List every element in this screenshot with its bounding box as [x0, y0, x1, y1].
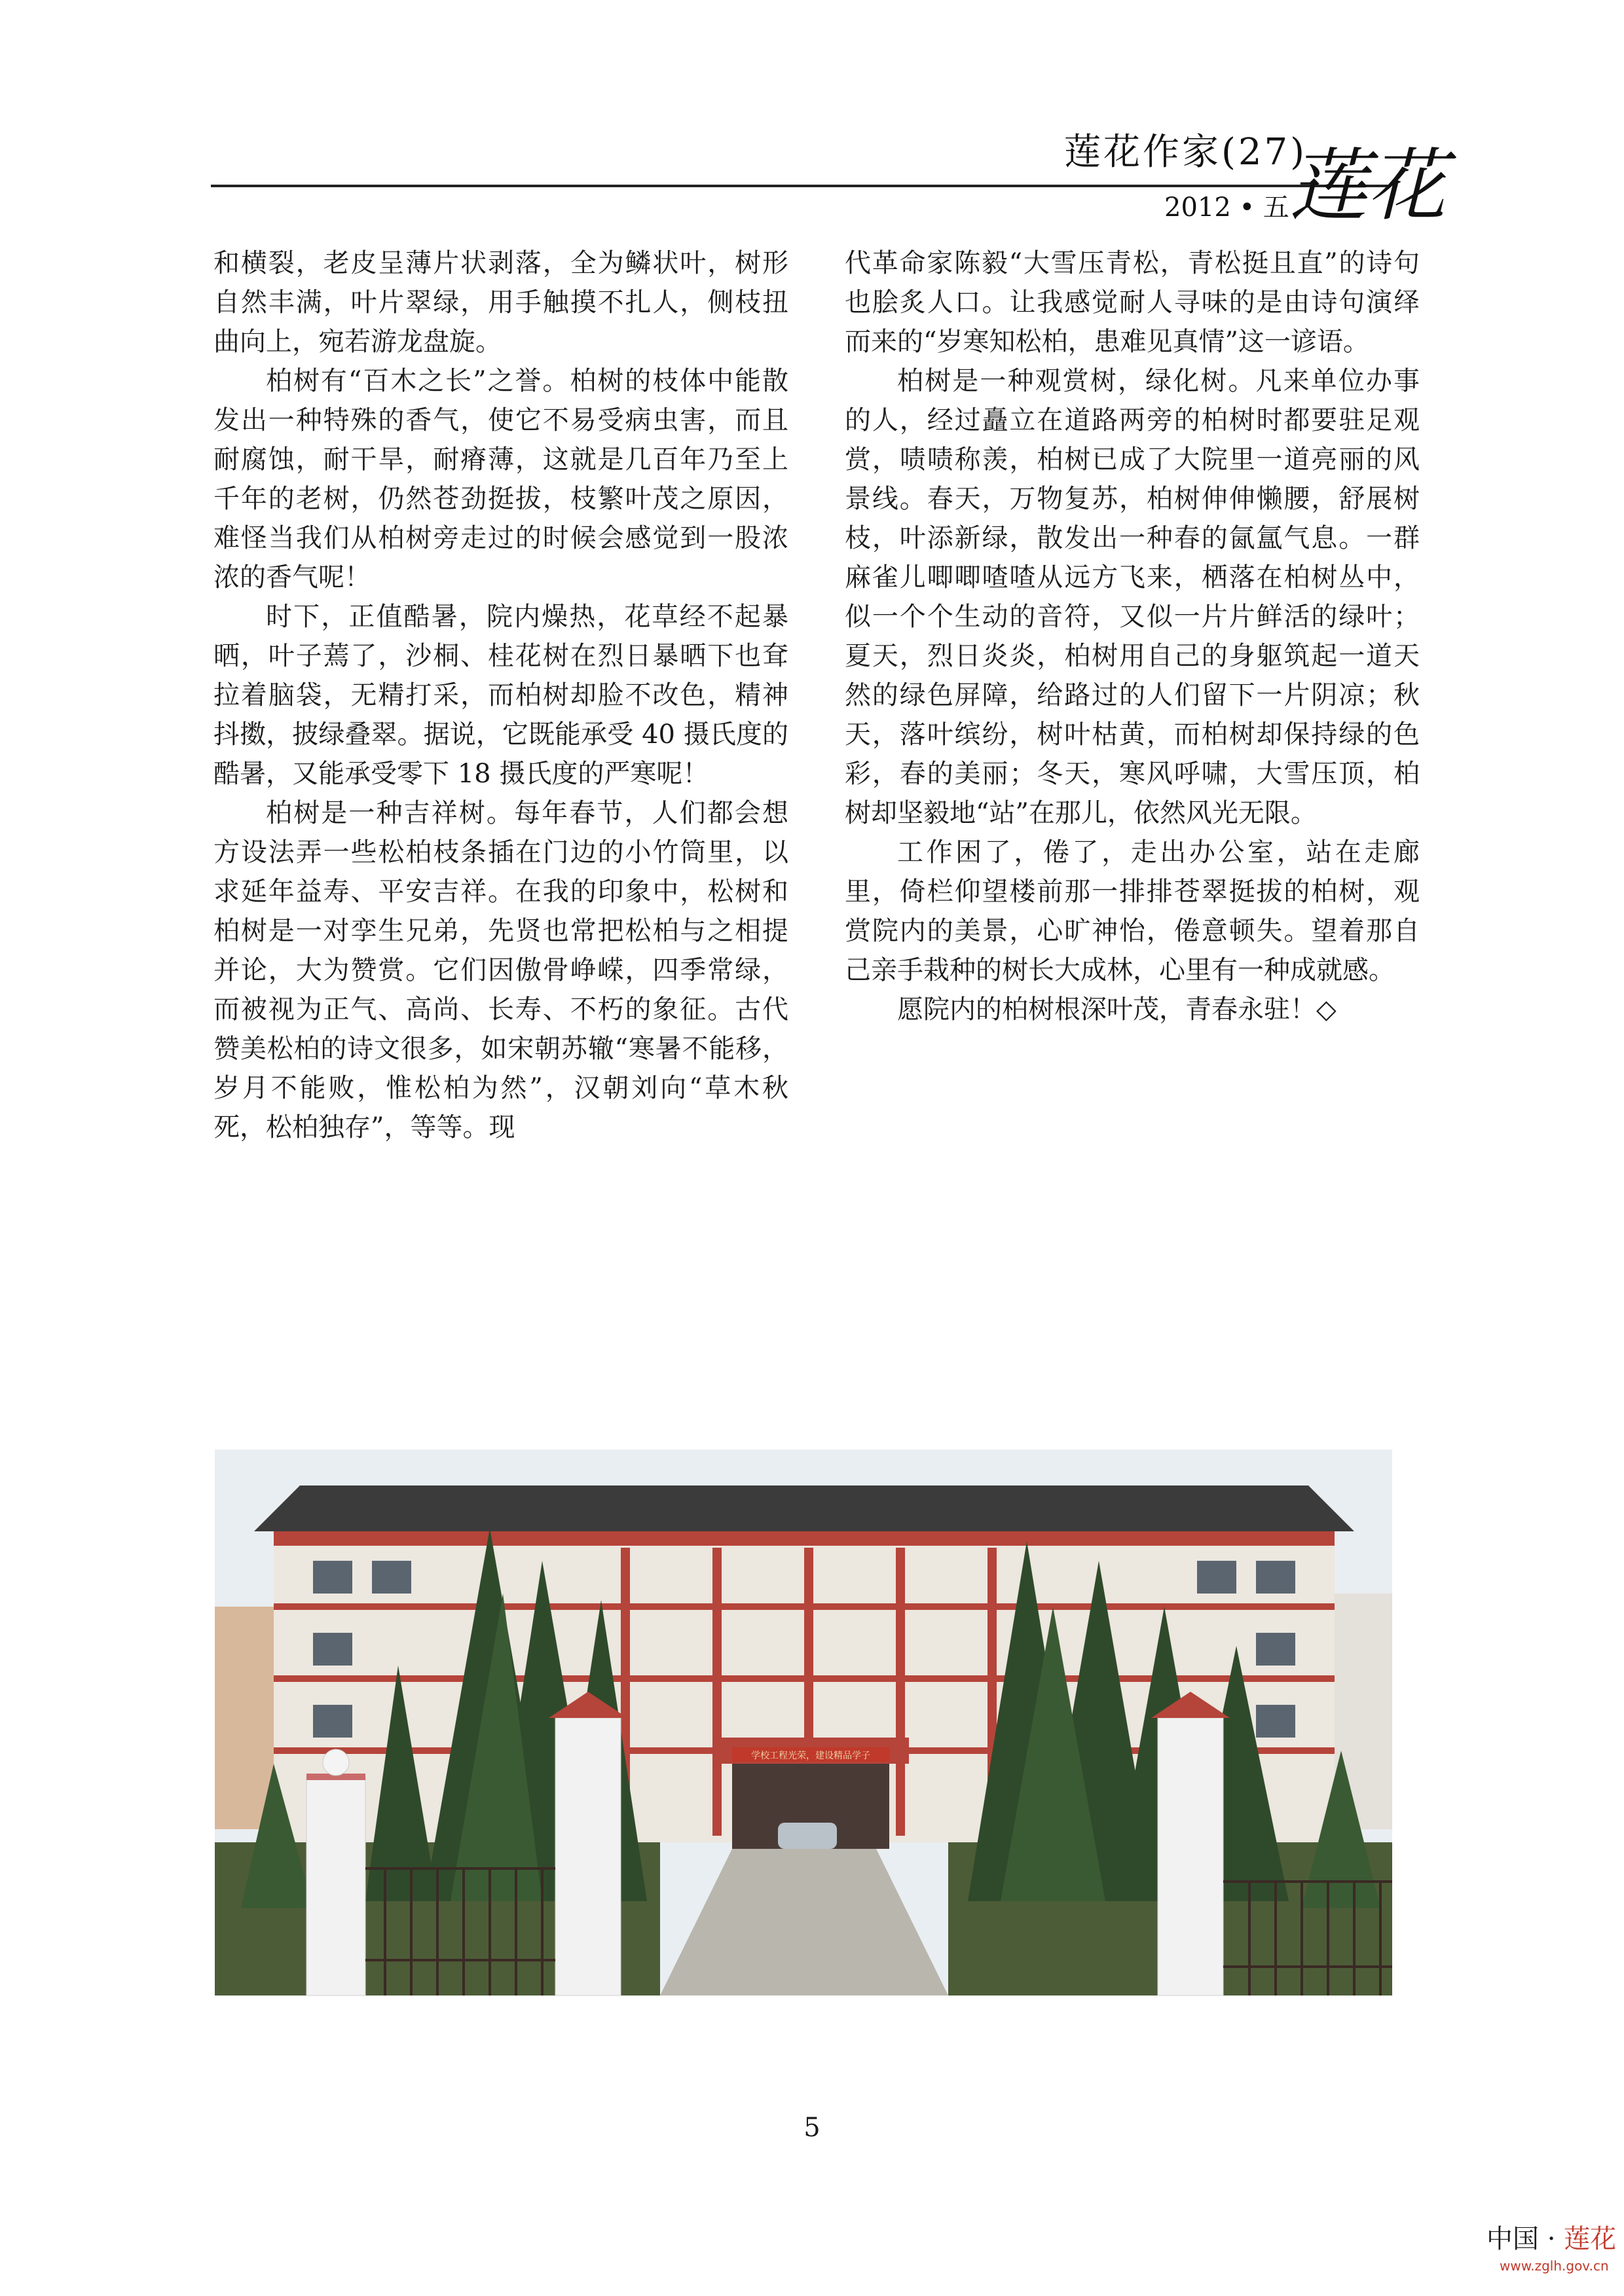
magazine-series-title: 莲花作家(27): [1064, 131, 1307, 173]
watermark-brand-prefix: 中国 ·: [1486, 2224, 1564, 2254]
issue-date: 2012 • 五: [1164, 192, 1289, 223]
paragraph: 和横裂，老皮呈薄片状剥落，全为鳞状叶，树形自然丰满，叶片翠绿，用手触摸不扎人，侧枝扭曲向上，宛若游龙盘旋。: [213, 248, 788, 357]
paragraph: 柏树是一种吉祥树。每年春节，人们都会想方设法弄一些松柏枝条插在门边的小竹筒里，以求延年益寿、平安吉祥。在我的印象中，松树和柏树是一对孪生兄弟，先贤也常把松柏与之相提并论，大为赞赏。它们因傲骨峥嵘，四季常绿，而被视为正气、高尚、长寿、不朽的象征。古代赞美松柏的诗文很多，如宋朝苏辙“寒暑不能移，岁月不能败，惟松柏为然”，汉朝刘向“草木秋死，松柏独存”，等等。现: [213, 798, 788, 1142]
building-photo: [215, 1449, 1392, 1995]
page-number: 5: [803, 2113, 821, 2143]
paragraph: 柏树有“百木之长”之誉。柏树的枝体中能散发出一种特殊的香气，使它不易受病虫害，而且耐腐蚀，耐干旱，耐瘠薄，这就是几百年乃至上千年的老树，仍然苍劲挺拔，枝繁叶茂之原因，难怪当我们从柏树旁走过的时候会感觉到一股浓浓的香气呢！: [213, 366, 788, 592]
header-divider: [211, 185, 1390, 187]
watermark-brand-name: 莲花: [1564, 2224, 1617, 2254]
paragraph: 柏树是一种观赏树，绿化树。凡来单位办事的人，经过矗立在道路两旁的柏树时都要驻足观赏，啧啧称羡，柏树已成了大院里一道亮丽的风景线。春天，万物复苏，柏树伸伸懒腰，舒展树枝，叶添新绿，散发出一种春的氤氲气息。一群麻雀儿唧唧喳喳从远方飞来，栖落在柏树丛中，似一个个生动的音符，又似一片片鲜活的绿叶；夏天，烈日炎炎，柏树用自己的身躯筑起一道天然的绿色屏障，给路过的人们留下一片阴凉；秋天，落叶缤纷，树叶枯黄，而柏树却保持绿的色彩，春的美丽；冬天，寒风呼啸，大雪压顶，柏树却坚毅地“站”在那儿，依然风光无限。: [845, 366, 1420, 828]
svg-text:莲花: 莲花: [1289, 141, 1446, 232]
site-watermark-logo: [1486, 2223, 1617, 2255]
article-column-right: [845, 244, 1420, 1029]
watermark-url: www.zglh.gov.cn: [1500, 2258, 1609, 2274]
building-photo-illustration: [215, 1449, 1392, 1995]
paragraph: 愿院内的柏树根深叶茂，青春永驻！◇: [897, 994, 1337, 1025]
entrance-banner-text: 学校工程光荣，建设精品学子: [751, 1751, 870, 1761]
paragraph: 工作困了，倦了，走出办公室，站在走廊里，倚栏仰望楼前那一排排苍翠挺拔的柏树，观赏院内的美景，心旷神怡，倦意顿失。望着那自己亲手栽种的树长大成林，心里有一种成就感。: [845, 837, 1420, 985]
article-column-left: [213, 244, 788, 1147]
paragraph: 时下，正值酷暑，院内燥热，花草经不起暴晒，叶子蔫了，沙桐、桂花树在烈日暴晒下也耷拉着脑袋，无精打采，而柏树却脸不改色，精神抖擞，披绿叠翠。据说，它既能承受 40 摄氏度的酷暑，又能承受零下 18 摄氏度的严寒呢！: [213, 602, 788, 789]
lotus-calligraphy-logo: [1283, 134, 1446, 239]
paragraph: 代革命家陈毅“大雪压青松，青松挺且直”的诗句也脍炙人口。让我感觉耐人寻味的是由诗句演绎而来的“岁寒知松柏，患难见真情”这一谚语。: [845, 248, 1420, 357]
